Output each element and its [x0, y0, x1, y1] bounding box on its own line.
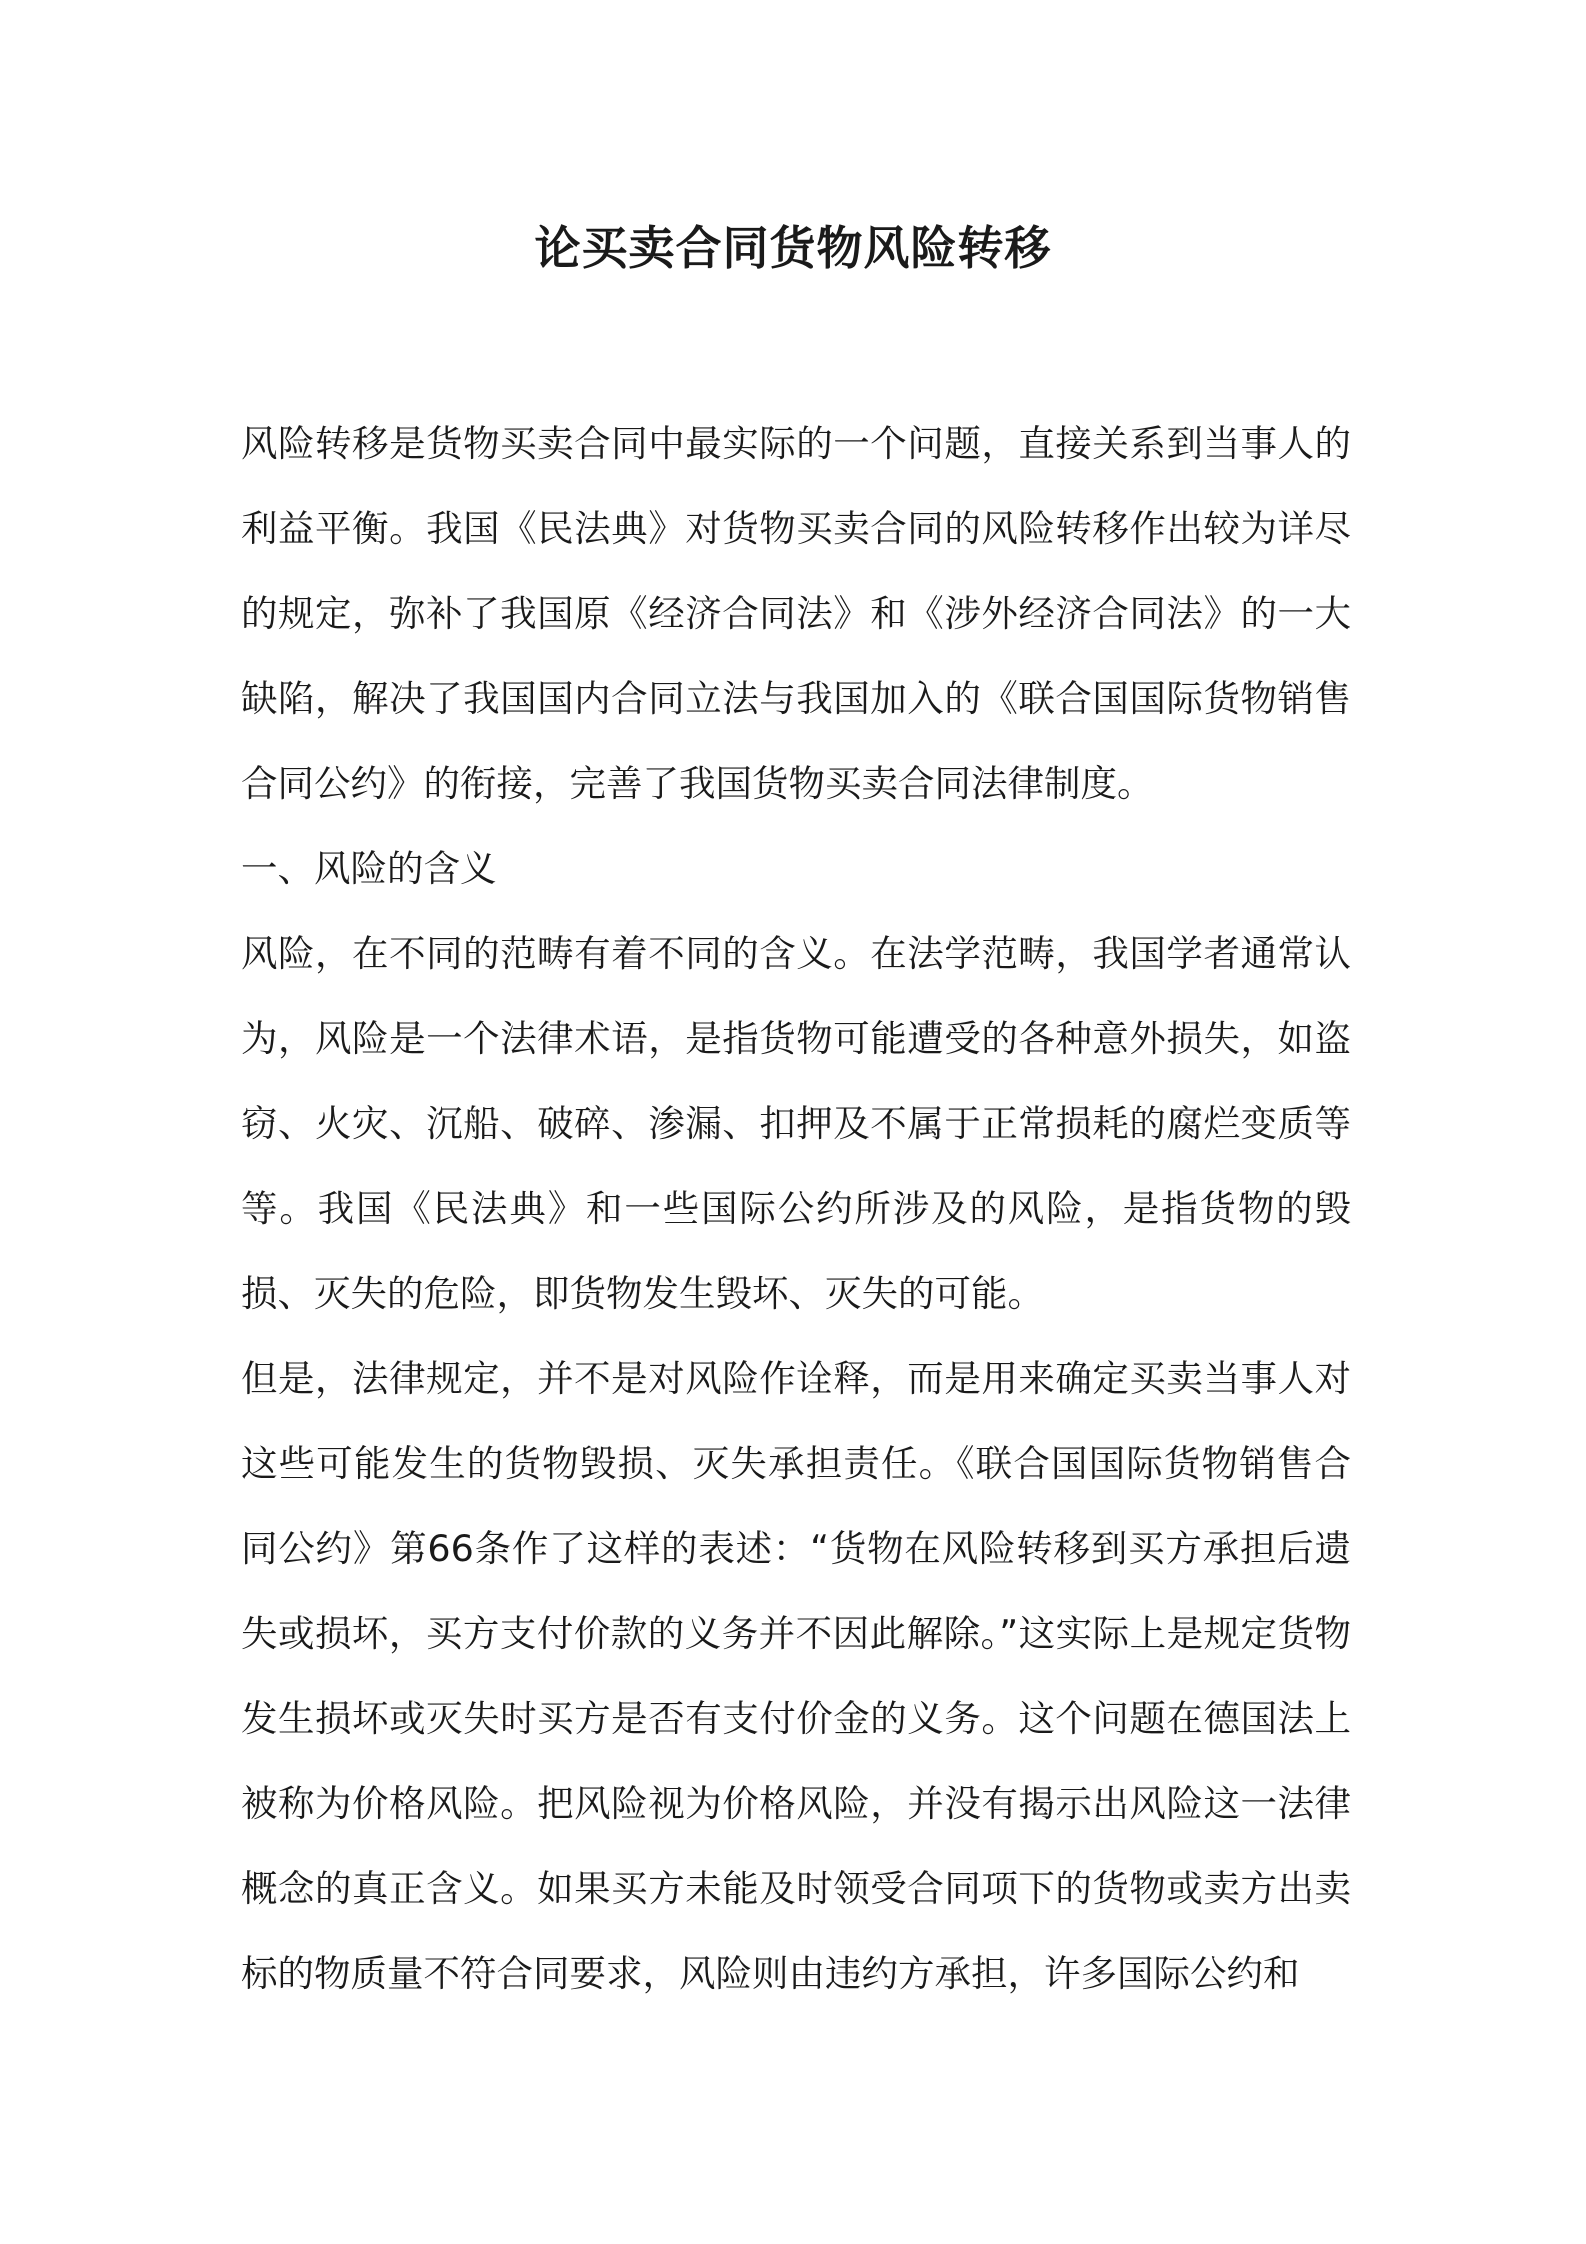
paragraph-intro: 风险转移是货物买卖合同中最实际的一个问题，直接关系到当事人的利益平衡。我国《民法典》对货物买卖合同的风险转移作出较为详尽的规定，弥补了我国原《经济合同法》和《涉外经济合同法》的一大缺陷，解决了我国国内合同立法与我国加入的《联合国国际货物销售合同公约》的衔接，完善了我国货物买卖合同法律制度。 — [241, 422, 1351, 805]
document-body — [241, 401, 1351, 2016]
section-heading: 一、风险的含义 — [241, 847, 497, 890]
paragraph-risk-meaning: 风险，在不同的范畴有着不同的含义。在法学范畴，我国学者通常认为，风险是一个法律术语，是指货物可能遭受的各种意外损失，如盗窃、火灾、沉船、破碎、渗漏、扣押及不属于正常损耗的腐烂变质等等。我国《民法典》和一些国际公约所涉及的风险，是指货物的毁损、灭失的危险，即货物发生毁坏、灭失的可能。 — [241, 932, 1351, 1315]
document-title: 论买卖合同货物风险转移 — [534, 221, 1052, 275]
paragraph-legal-provision: 但是，法律规定，并不是对风险作诠释，而是用来确定买卖当事人对这些可能发生的货物毁损、灭失承担责任。《联合国国际货物销售合同公约》第66条作了这样的表述：“货物在风险转移到买方承担后遗失或损坏，买方支付价款的义务并不因此解除。”这实际上是规定货物发生损坏或灭失时买方是否有支付价金的义务。这个问题在德国法上被称为价格风险。把风险视为价格风险，并没有揭示出风险这一法律概念的真正含义。如果买方未能及时领受合同项下的货物或卖方出卖标的物质量不符合同要求，风险则由违约方承担，许多国际公约和 — [241, 1357, 1351, 1995]
